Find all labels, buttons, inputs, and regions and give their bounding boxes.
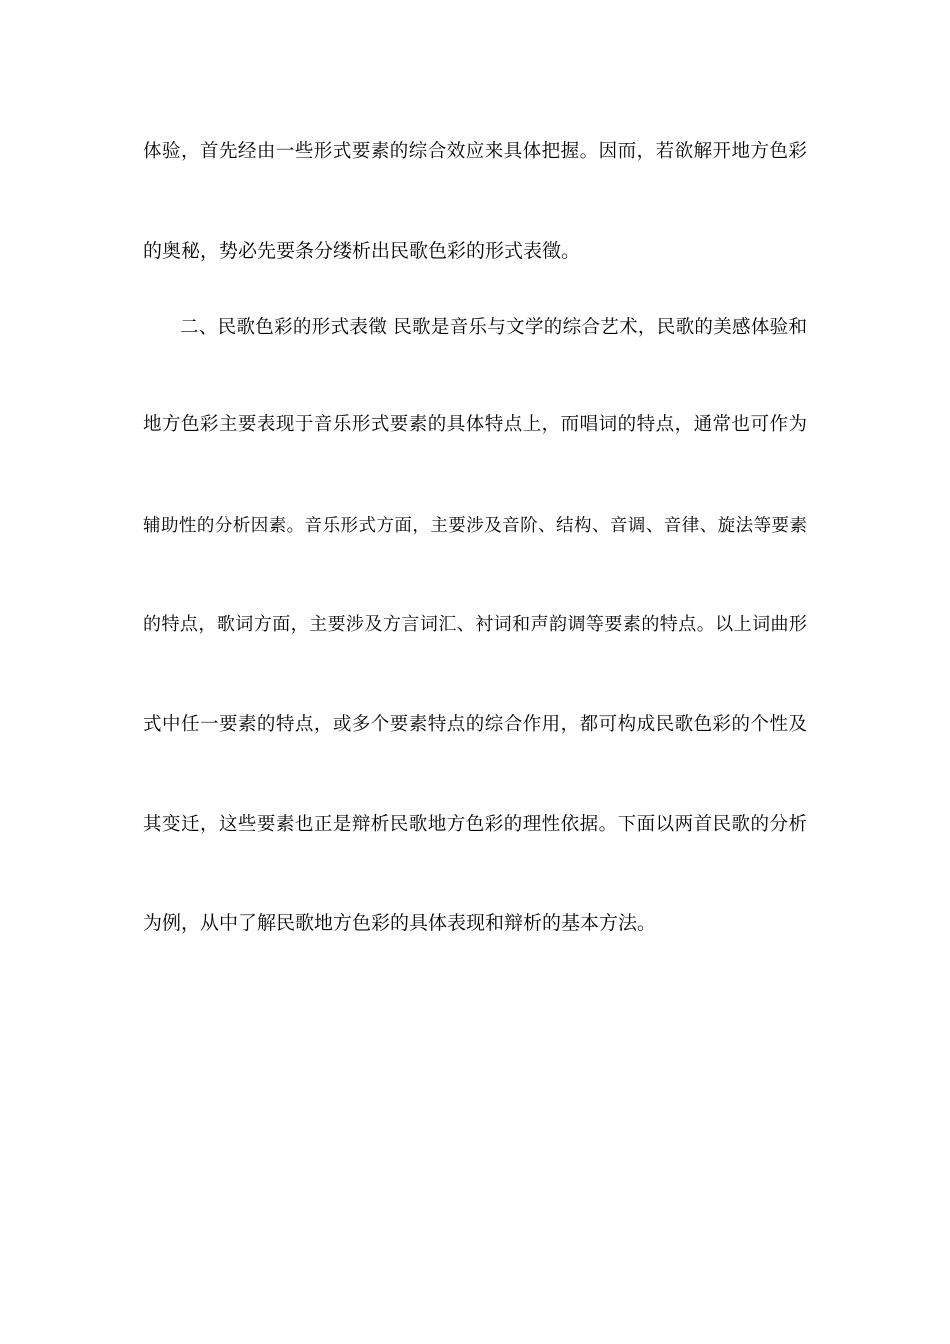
paragraph-line-2: 的奥秘，势必先要条分缕析出民歌色彩的形式表徵。 xyxy=(143,240,581,262)
paragraph-line-7: 式中任一要素的特点，或多个要素特点的综合作用，都可构成民歌色彩的个性及 xyxy=(143,714,807,735)
section-heading-line: 二、民歌色彩的形式表徵 民歌是音乐与文学的综合艺术，民歌的美感体验和 xyxy=(180,317,807,338)
paragraph-line-4: 地方色彩主要表现于音乐形式要素的具体特点上，而唱词的特点，通常也可作为 xyxy=(143,414,807,435)
paragraph-line-5: 辅助性的分析因素。音乐形式方面，主要涉及音阶、结构、音调、音律、旋法等要素 xyxy=(143,516,807,536)
paragraph-line-8: 其变迁，这些要素也正是辩析民歌地方色彩的理性依据。下面以两首民歌的分析 xyxy=(143,814,807,835)
paragraph-line-6: 的特点，歌词方面，主要涉及方言词汇、衬词和声韵调等要素的特点。以上词曲形 xyxy=(143,614,807,635)
paragraph-line-9: 为例，从中了解民歌地方色彩的具体表现和辩析的基本方法。 xyxy=(143,912,657,934)
paragraph-line-1: 体验，首先经由一些形式要素的综合效应来具体把握。因而，若欲解开地方色彩 xyxy=(143,141,807,162)
